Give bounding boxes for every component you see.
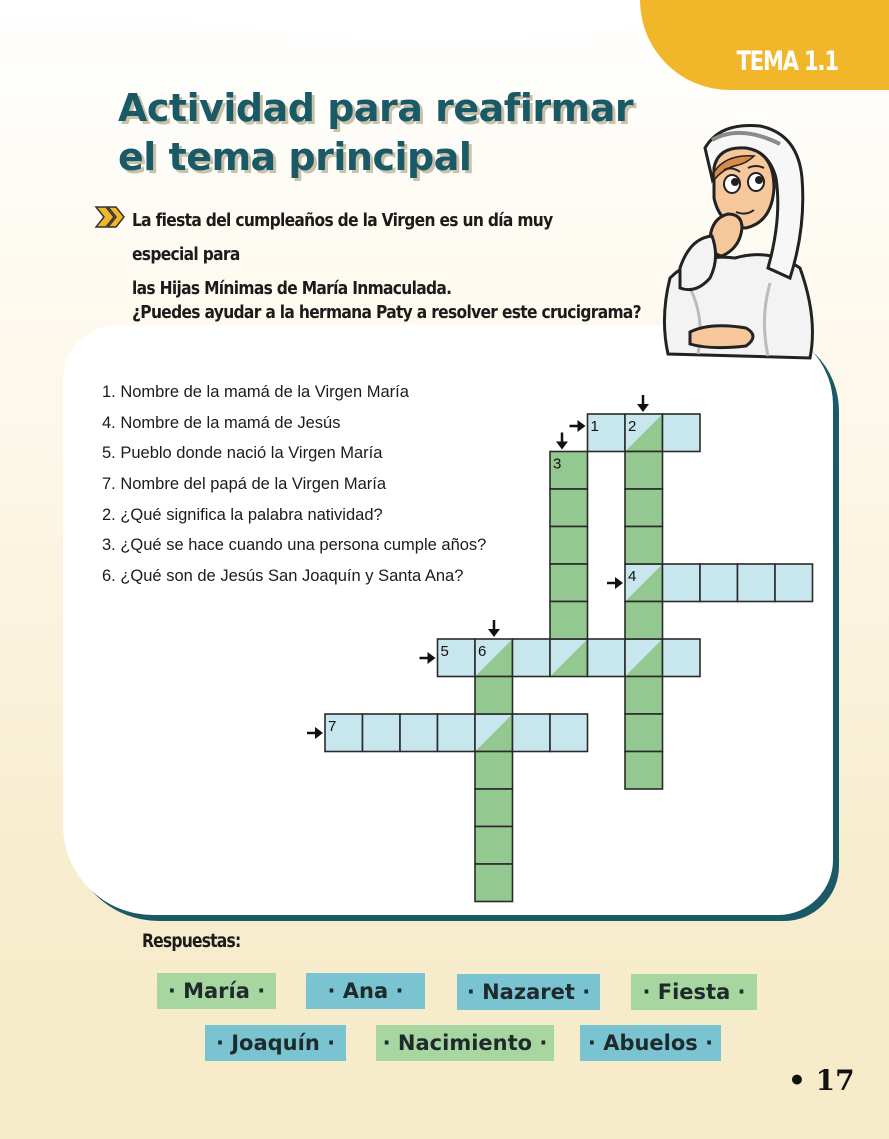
arrow-right-icon [428,652,436,664]
arrow-down-icon [488,629,500,637]
crossword-cell [550,564,588,602]
crossword-cell [513,639,551,677]
crossword-cell [438,714,476,752]
crossword-cell [625,527,663,565]
crossword-cell [475,789,513,827]
crossword-number: 4 [628,568,637,585]
crossword-cell [625,452,663,490]
crossword-cell [550,527,588,565]
clue-item: 2. ¿Qué significa la palabra natividad? [102,505,383,524]
intro-line-1: La fiesta del cumpleaños de la Virgen es un día muy especial para [132,210,553,265]
crossword-cell [625,489,663,527]
clue-item: 7. Nombre del papá de la Virgen María [102,475,387,494]
clue-item: 3. ¿Qué se hace cuando una persona cumple años? [102,536,487,555]
crossword-cell [738,564,776,602]
answer-tag: · María · [157,973,276,1009]
answer-tag: · Abuelos · [580,1025,721,1061]
answer-tag: · Fiesta · [631,974,757,1010]
crossword-number: 2 [628,418,637,435]
answer-tag: · Nazaret · [457,974,600,1010]
title-line-1: Actividad para reafirmar [118,86,634,130]
crossword-cell [475,864,513,902]
answer-tag: · Nacimiento · [376,1025,554,1061]
title-line-2: el tema principal [118,135,472,179]
clue-item: 6. ¿Qué son de Jesús San Joaquín y Santa Ana? [102,567,464,586]
crossword-cell [550,489,588,527]
question-text: ¿Puedes ayudar a la hermana Paty a resolver este crucigrama? [132,302,641,323]
crossword-cell [475,677,513,715]
crossword-number: 7 [328,718,337,735]
crossword-cell [700,564,738,602]
arrow-right-icon [315,727,323,739]
page-number: • 17 [788,1064,855,1097]
tema-label: TEMA 1.1 [736,46,838,77]
crossword-number: 1 [590,418,599,435]
crossword-cell [513,714,551,752]
crossword-number: 3 [553,455,562,473]
crossword-cell [400,714,438,752]
crossword-cell [663,414,701,452]
clue-item: 5. Pueblo donde nació la Virgen María [102,444,383,463]
crossword-number: 6 [478,643,487,660]
crossword-cell [663,564,701,602]
crossword-cell [625,677,663,715]
answer-tag: · Joaquín · [205,1025,346,1061]
crossword-cell [625,602,663,640]
clue-item: 1. Nombre de la mamá de la Virgen María [102,383,409,401]
answer-tag: · Ana · [306,973,425,1009]
arrow-down-icon [637,404,649,412]
crossword-cell [775,564,813,602]
crossword-cell [475,827,513,865]
answers-label: Respuestas: [142,930,241,952]
crossword-cell [363,714,401,752]
crossword-cell [625,752,663,790]
crossword-cell [550,714,588,752]
crossword-cell [475,752,513,790]
crossword-cell [550,602,588,640]
intro-line-2: las Hijas Mínimas de María Inmaculada. [132,278,452,299]
crossword-number: 5 [440,643,449,660]
crossword-cell [625,714,663,752]
clue-item: 4. Nombre de la mamá de Jesús [102,413,341,432]
crossword-cell [588,639,626,677]
arrow-down-icon [556,442,568,450]
arrow-right-icon [578,420,586,432]
arrow-right-icon [615,577,623,589]
crossword-cell [663,639,701,677]
